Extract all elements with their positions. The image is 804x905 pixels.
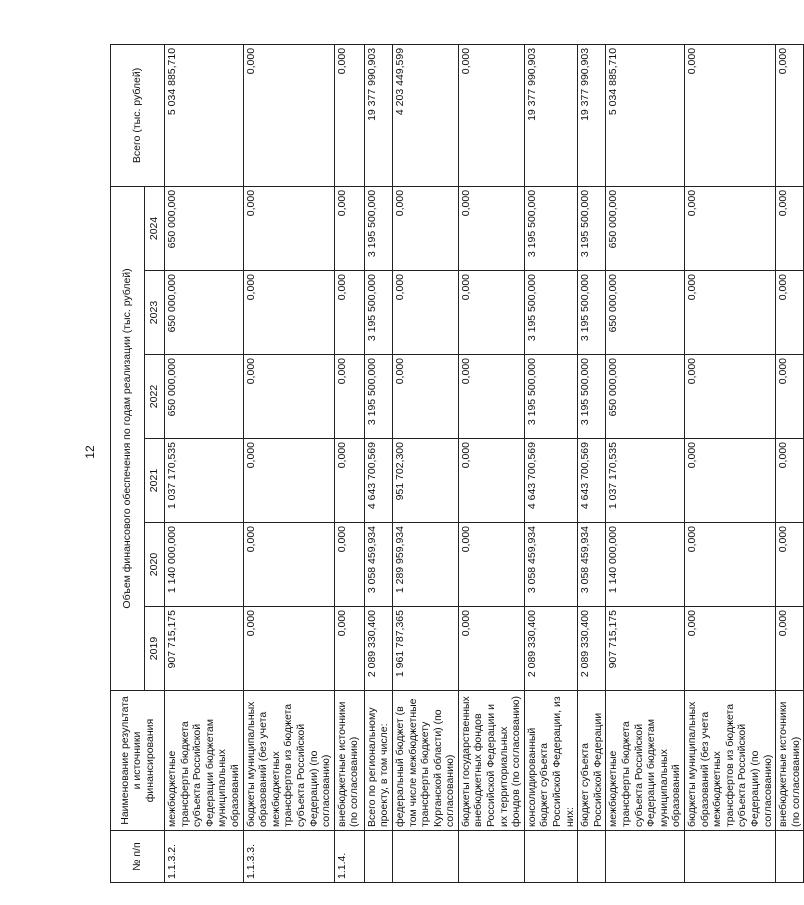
row-year-value: 0,000: [243, 607, 334, 691]
row-number: [524, 831, 577, 883]
row-year-value: 1 961 787,365: [392, 607, 458, 691]
row-year-value: 3 195 500,000: [578, 186, 606, 270]
row-name: межбюджетные трансферты бюджета субъекта Российской Федерации бюджетам муниципальных образований: [165, 691, 244, 831]
row-year-value: 0,000: [243, 186, 334, 270]
row-year-value: 3 195 500,000: [364, 186, 392, 270]
row-year-value: 3 195 500,000: [364, 355, 392, 439]
row-year-value: 3 195 500,000: [578, 271, 606, 355]
header-total: Всего (тыс. рублей): [111, 44, 165, 186]
row-year-value: 0,000: [334, 271, 364, 355]
row-year-value: 2 089 330,400: [524, 607, 577, 691]
row-total: 0,000: [776, 44, 804, 186]
row-year-value: 0,000: [243, 439, 334, 523]
row-year-value: 907 715,175: [165, 607, 244, 691]
header-year: 2020: [145, 523, 165, 607]
row-year-value: 650 000,000: [606, 271, 685, 355]
row-year-value: 0,000: [334, 607, 364, 691]
row-name: бюджет субъекта Российской Федерации: [578, 691, 606, 831]
table-row: [334, 44, 364, 882]
row-name: внебюджетные источники (по согласованию): [334, 691, 364, 831]
row-year-value: 0,000: [334, 439, 364, 523]
row-total: 19 377 990,903: [364, 44, 392, 186]
row-year-value: 3 195 500,000: [524, 271, 577, 355]
row-year-value: 0,000: [458, 355, 524, 439]
row-year-value: 3 195 500,000: [524, 355, 577, 439]
row-year-value: 2 089 330,400: [364, 607, 392, 691]
row-year-value: 1 289 959,934: [392, 523, 458, 607]
row-year-value: 650 000,000: [606, 186, 685, 270]
row-name: федеральный бюджет (в том числе межбюджетные трансферты бюджету Курганской области) (по согласованию): [392, 691, 458, 831]
row-year-value: 0,000: [684, 523, 775, 607]
row-year-value: 0,000: [392, 186, 458, 270]
row-year-value: 3 195 500,000: [364, 271, 392, 355]
table-row: [524, 44, 577, 882]
row-year-value: 0,000: [458, 523, 524, 607]
row-total: 5 034 885,710: [165, 44, 244, 186]
row-year-value: 4 643 700,569: [578, 439, 606, 523]
row-total: 0,000: [458, 44, 524, 186]
row-year-value: 951 702,300: [392, 439, 458, 523]
row-number: [606, 831, 685, 883]
financing-table: [110, 44, 804, 883]
row-year-value: 0,000: [243, 355, 334, 439]
table-row: [684, 44, 775, 882]
row-year-value: 2 089 330,400: [578, 607, 606, 691]
row-number: 1.1.3.3.: [243, 831, 334, 883]
row-year-value: 0,000: [334, 355, 364, 439]
header-num: № п/п: [111, 831, 165, 883]
row-year-value: 0,000: [776, 355, 804, 439]
row-year-value: 3 058 459,934: [524, 523, 577, 607]
table-row: [578, 44, 606, 882]
row-year-value: 3 195 500,000: [578, 355, 606, 439]
rotated-page-content: [110, 45, 802, 883]
row-number: [458, 831, 524, 883]
row-number: [578, 831, 606, 883]
row-year-value: 650 000,000: [606, 355, 685, 439]
header-year: 2021: [145, 439, 165, 523]
table-row: [364, 44, 392, 882]
header-year: 2019: [145, 607, 165, 691]
row-year-value: 0,000: [392, 271, 458, 355]
row-year-value: 0,000: [684, 355, 775, 439]
row-year-value: 650 000,000: [165, 186, 244, 270]
row-year-value: 0,000: [458, 271, 524, 355]
row-name: Всего по региональному проекту, в том числе:: [364, 691, 392, 831]
row-number: [776, 831, 804, 883]
row-total: 19 377 990,903: [524, 44, 577, 186]
row-number: [392, 831, 458, 883]
row-name: межбюджетные трансферты бюджета субъекта Российской Федерации бюджетам муниципальных образований: [606, 691, 685, 831]
row-name: консолидированный бюджет субъекта Российской Федерации, из них:: [524, 691, 577, 831]
row-number: 1.1.4.: [334, 831, 364, 883]
row-name: внебюджетные источники (по согласованию): [776, 691, 804, 831]
row-year-value: 0,000: [458, 607, 524, 691]
row-year-value: 3 195 500,000: [524, 186, 577, 270]
row-name: бюджеты муниципальных образований (без учета межбюджетных трансфертов из бюджета субъекта Российской Федерации) (по согласованию): [243, 691, 334, 831]
row-total: 0,000: [684, 44, 775, 186]
header-name: Наименование результата и источники финансирования: [111, 691, 165, 831]
row-number: 1.1.3.2.: [165, 831, 244, 883]
table-body: [165, 44, 804, 882]
row-year-value: 0,000: [684, 186, 775, 270]
row-year-value: 907 715,175: [606, 607, 685, 691]
row-name: бюджеты государственных внебюджетных фондов Российской Федерации и их территориальных фондов (по согласованию): [458, 691, 524, 831]
table-row: [458, 44, 524, 882]
row-year-value: 650 000,000: [165, 355, 244, 439]
page-number: 12: [83, 445, 97, 459]
row-year-value: 1 037 170,535: [606, 439, 685, 523]
row-year-value: 3 058 459,934: [364, 523, 392, 607]
table-row: [165, 44, 244, 882]
row-year-value: 0,000: [684, 439, 775, 523]
row-total: 0,000: [243, 44, 334, 186]
row-year-value: 0,000: [776, 186, 804, 270]
row-year-value: 0,000: [334, 523, 364, 607]
row-year-value: 0,000: [684, 607, 775, 691]
row-year-value: 0,000: [392, 355, 458, 439]
row-year-value: 4 643 700,569: [364, 439, 392, 523]
row-year-value: 0,000: [776, 271, 804, 355]
table-row: [392, 44, 458, 882]
row-year-value: 0,000: [776, 607, 804, 691]
row-year-value: 1 140 000,000: [606, 523, 685, 607]
row-total: 0,000: [334, 44, 364, 186]
row-year-value: 0,000: [243, 523, 334, 607]
header-year: 2022: [145, 355, 165, 439]
row-year-value: 0,000: [458, 186, 524, 270]
row-total: 4 203 449,599: [392, 44, 458, 186]
header-volume: Объем финансового обеспечения по годам реализации (тыс. рублей): [111, 186, 145, 690]
row-total: 19 377 990,903: [578, 44, 606, 186]
row-name: бюджеты муниципальных образований (без учета межбюджетных трансфертов из бюджета субъекта Российской Федерации) (по согласованию): [684, 691, 775, 831]
row-year-value: 4 643 700,569: [524, 439, 577, 523]
row-year-value: 0,000: [684, 271, 775, 355]
table-row: [243, 44, 334, 882]
row-number: [364, 831, 392, 883]
header-year: 2023: [145, 271, 165, 355]
row-number: [684, 831, 775, 883]
row-year-value: 650 000,000: [165, 271, 244, 355]
table-row: [776, 44, 804, 882]
row-year-value: 0,000: [776, 523, 804, 607]
row-year-value: 0,000: [243, 271, 334, 355]
row-year-value: 0,000: [776, 439, 804, 523]
row-total: 5 034 885,710: [606, 44, 685, 186]
row-year-value: 1 037 170,535: [165, 439, 244, 523]
row-year-value: 3 058 459,934: [578, 523, 606, 607]
header-year: 2024: [145, 186, 165, 270]
row-year-value: 0,000: [458, 439, 524, 523]
row-year-value: 0,000: [334, 186, 364, 270]
row-year-value: 1 140 000,000: [165, 523, 244, 607]
table-row: [606, 44, 685, 882]
table-header: [111, 44, 165, 882]
